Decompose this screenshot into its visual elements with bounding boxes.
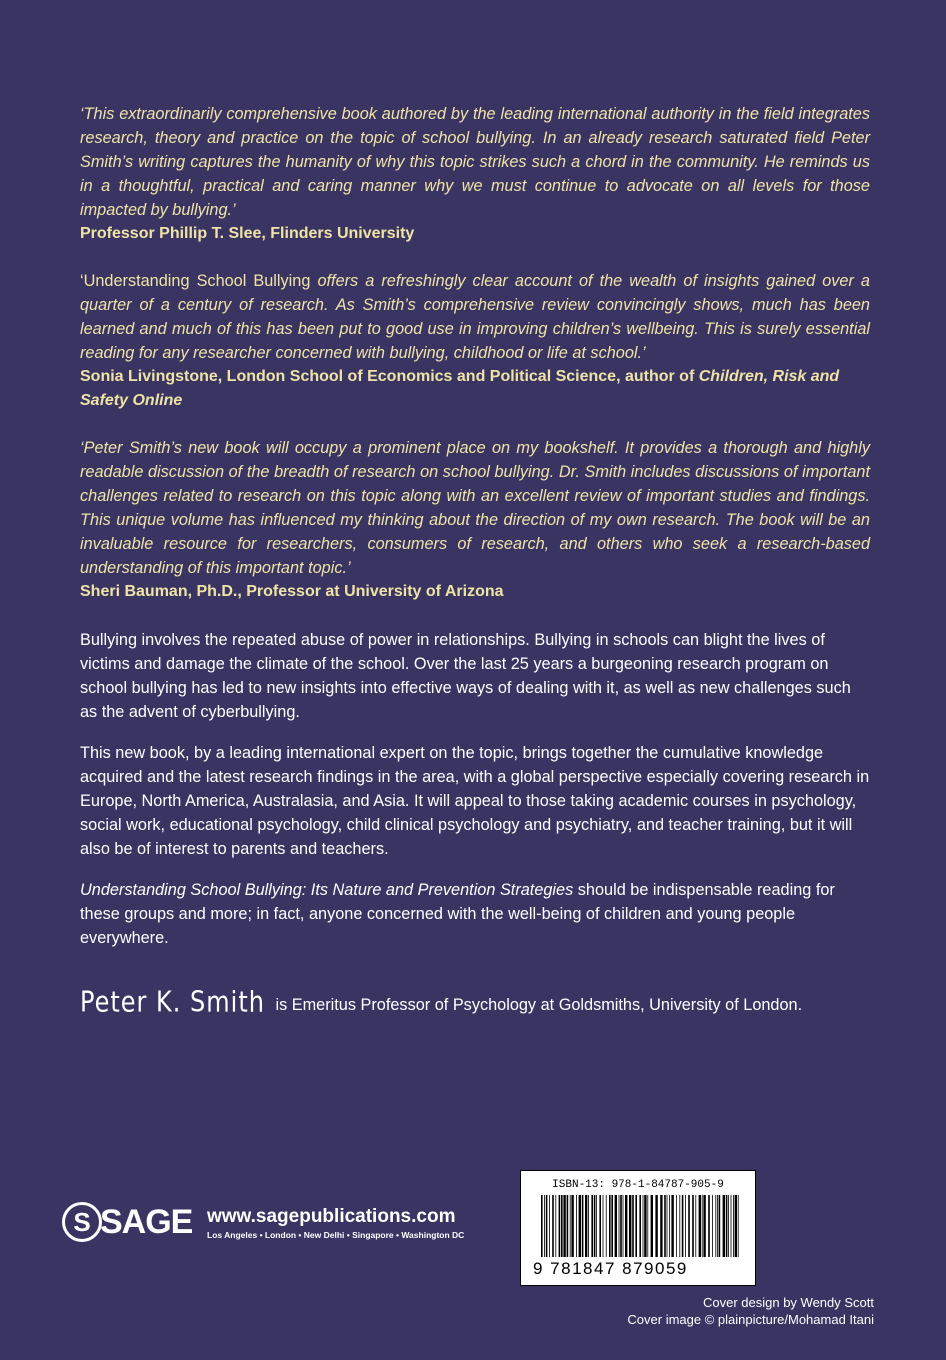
barcode-bar (570, 1195, 571, 1257)
endorsement-attribution-3: Sheri Bauman, Ph.D., Professor at University of Arizona (80, 583, 504, 600)
barcode-bar (635, 1195, 637, 1257)
barcode-bar (682, 1195, 684, 1257)
description-paragraph-3-text: should be indispensable reading for these groups and more; in fact, anyone concerned with the well-being of children and young people everywhere. (80, 881, 835, 947)
barcode-bar (559, 1195, 561, 1257)
barcode-bars (541, 1195, 741, 1261)
barcode-bar (567, 1195, 569, 1257)
barcode-bar (664, 1195, 666, 1257)
barcode-bar (692, 1195, 694, 1257)
barcode-bar (588, 1195, 589, 1257)
publisher-block (62, 1202, 502, 1252)
barcode-bar (651, 1195, 653, 1257)
barcode-bar (561, 1195, 563, 1257)
barcode-bar (620, 1195, 622, 1257)
barcode-bar (712, 1195, 713, 1257)
barcode-bar (695, 1195, 696, 1257)
cover-credits (627, 1294, 874, 1328)
barcode-bar (669, 1195, 670, 1257)
isbn-digits: 9 781847 879059 (533, 1259, 688, 1278)
sage-logo-word: SAGE (100, 1202, 193, 1241)
barcode-bar (599, 1195, 601, 1257)
barcode-bar (738, 1195, 739, 1257)
barcode-bar (717, 1195, 718, 1257)
barcode-bar (623, 1195, 624, 1257)
barcode-bar (563, 1195, 565, 1257)
author-bio-text: is Emeritus Professor of Psychology at Goldsmiths, University of London. (270, 996, 803, 1014)
author-bio (80, 985, 880, 1019)
endorsement-quote-2-book-title: ‘Understanding School Bullying (80, 272, 311, 290)
barcode-bar (731, 1195, 732, 1257)
barcode-bar (541, 1195, 543, 1257)
barcode-bar (603, 1195, 604, 1257)
endorsement-attribution-2 (80, 365, 870, 413)
barcode-bar (615, 1195, 617, 1257)
barcode-bar (688, 1195, 690, 1257)
endorsement-quote-2-text: offers a refreshingly clear account of the wealth of insights gained over a quarter of a century of research. As Smith’s comprehensive review convincingly shows, much has been learned and much of this has been put to good use in improving children’s wellbeing. This is surely essential reading for any researcher concerned with bullying, childhood or life at school.’ (80, 272, 870, 362)
barcode-bar (632, 1195, 634, 1257)
description-paragraph-1: Bullying involves the repeated abuse of power in relationships. Bullying in schools can blight the lives of victims and damage the climate of the school. Over the last 25 years a burgeoning research program on school bullying has led to new insights into effective ways of dealing with it, as well as new challenges such as the advent of cyberbullying. (80, 631, 851, 721)
barcode-bar (611, 1195, 613, 1257)
barcode-bar (579, 1195, 581, 1257)
barcode-bar (644, 1195, 646, 1257)
barcode-bar (639, 1195, 641, 1257)
barcode-bar (655, 1195, 657, 1257)
barcode-bar (625, 1195, 627, 1257)
cover-design-credit: Cover design by Wendy Scott (702, 1295, 874, 1310)
barcode-bar (571, 1195, 573, 1257)
description-book-title: Understanding School Bullying: Its Nature and Prevention Strategies (80, 881, 574, 899)
author-name: Peter K. Smith (80, 985, 265, 1019)
barcode-bar (702, 1195, 703, 1257)
barcode-bar (676, 1195, 677, 1257)
book-description (80, 628, 870, 967)
description-paragraph-3 (80, 878, 870, 950)
barcode-bar (552, 1195, 554, 1257)
barcode-bar (647, 1195, 648, 1257)
barcode-bar (667, 1195, 668, 1257)
barcode-bar (703, 1195, 705, 1257)
barcode-bar (594, 1195, 596, 1257)
barcode-bar (544, 1195, 545, 1257)
endorsement-attribution-2-text: Sonia Livingstone, London School of Economics and Political Science, author of (80, 368, 699, 385)
sage-logo-icon: S (62, 1202, 102, 1242)
barcode-bar (733, 1195, 734, 1257)
barcode-bar (685, 1195, 686, 1257)
barcode-bar (546, 1195, 548, 1257)
barcode-bar (723, 1195, 725, 1257)
cover-image-credit: Cover image © plainpicture/Mohamad Itani (627, 1312, 874, 1327)
barcode-bar (708, 1195, 710, 1257)
barcode-bar (679, 1195, 680, 1257)
sage-logo (62, 1202, 192, 1242)
barcode-bar (671, 1195, 673, 1257)
barcode-bar (728, 1195, 729, 1257)
barcode-bar (582, 1195, 584, 1257)
publisher-url: www.sagepublications.com (207, 1206, 456, 1227)
barcode-bar (629, 1195, 631, 1257)
barcode-bar (555, 1195, 556, 1257)
endorsements (80, 102, 870, 627)
barcode-bar (609, 1195, 611, 1257)
barcode-bar (606, 1195, 607, 1257)
endorsement-attribution-1: Professor Phillip T. Slee, Flinders University (80, 225, 415, 242)
barcode-bar (699, 1195, 701, 1257)
barcode-bar (735, 1195, 737, 1257)
isbn-label: ISBN-13: 978-1-84787-905-9 (552, 1179, 724, 1191)
endorsement-attribution-2-book: Children, Risk and Safety Online (80, 368, 840, 409)
barcode-bar (585, 1195, 587, 1257)
description-paragraph-2: This new book, by a leading international expert on the topic, brings together the cumulative knowledge acquired and the latest research findings in the area, with a global perspective especially covering research in Europe, North America, Australasia, and Asia. It will appeal to those taking academic courses in psychology, social work, educational psychology, child clinical psychology and psychiatry, and teacher training, but it will also be of interest to parents and teachers. (80, 744, 870, 858)
endorsement-quote-2 (80, 269, 870, 365)
barcode-bar (549, 1195, 550, 1257)
barcode-bar (643, 1195, 644, 1257)
barcode-bar (596, 1195, 597, 1257)
isbn-barcode (520, 1170, 756, 1286)
endorsement-quote-3: ‘Peter Smith’s new book will occupy a prominent place on my bookshelf. It provides a thorough and highly readable discussion of the breadth of research on school bullying. Dr. Smith includes discussions of important challenges related to research on this topic along with an excellent review of important studies and findings. This unique volume has influenced my thinking about the direction of my own research. The book will be an invaluable resource for researchers, consumers of research, and others who seek a research-based understanding of this important topic.’ (80, 439, 870, 577)
barcode-bar (660, 1195, 662, 1257)
barcode-bar (715, 1195, 716, 1257)
barcode-bar (576, 1195, 577, 1257)
barcode-bar (719, 1195, 721, 1257)
endorsement-quote-1: ‘This extraordinarily comprehensive book authored by the leading international authority in the field integrates research, theory and practice on the topic of school bullying. In an already research saturated field Peter Smith’s writing captures the humanity of why this topic strikes such a chord in the community. He reminds us in a thoughtful, practical and caring manner why we must continue to advocate on all levels for those impacted by bullying.’ (80, 105, 870, 219)
barcode-bar (726, 1195, 728, 1257)
barcode-bar (619, 1195, 620, 1257)
publisher-cities: Los Angeles • London • New Delhi • Singapore • Washington DC (207, 1230, 465, 1240)
barcode-bar (591, 1195, 593, 1257)
